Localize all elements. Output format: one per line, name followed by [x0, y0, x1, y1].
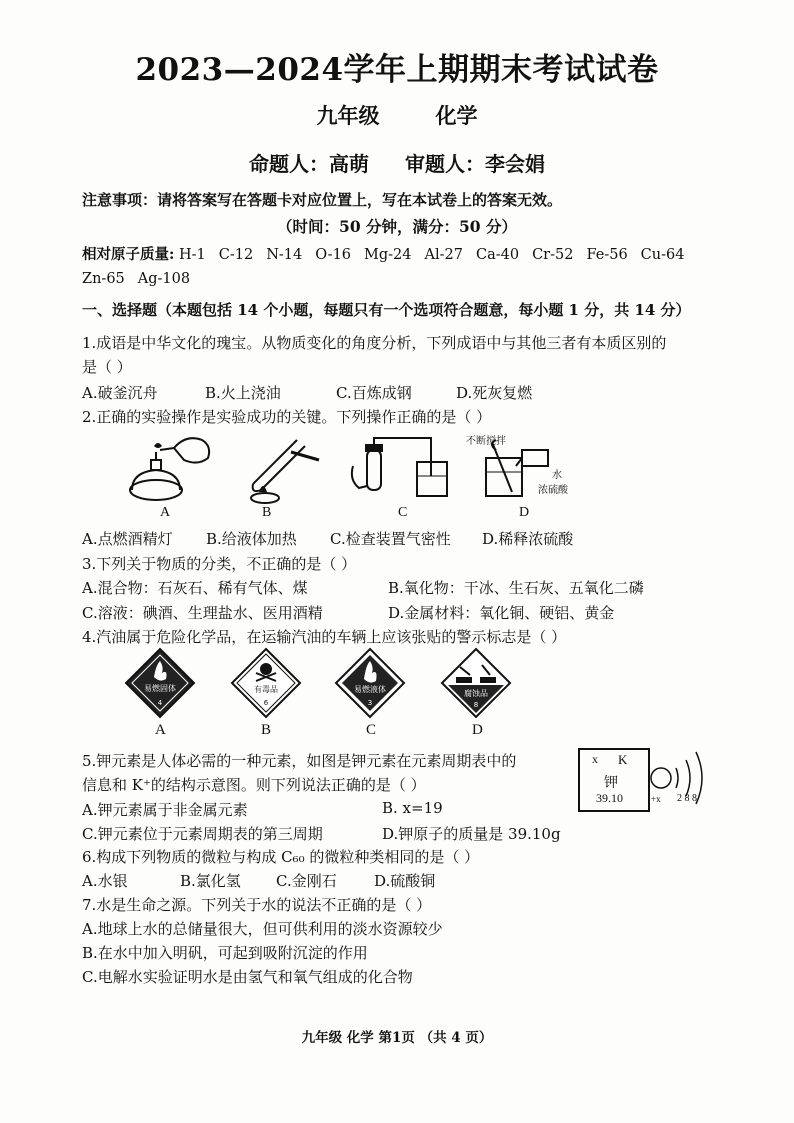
- q1-option-c[interactable]: C.百炼成钢: [336, 384, 412, 402]
- exam-subtitle: [0, 100, 794, 130]
- q2-figure-a: [126, 432, 216, 504]
- atomic-mass: H-1: [178, 247, 206, 263]
- q2-water-label: 水: [552, 470, 562, 481]
- atomic-mass: Ca-40: [475, 247, 520, 263]
- q3-option-d[interactable]: D.金属材料：氧化铜、硬铝、黄金: [388, 604, 615, 622]
- q6-option-a[interactable]: A.水银: [82, 872, 128, 890]
- q5-stem-line1: 5.钾元素是人体必需的一种元素，如图是钾元素在元素周期表中的: [82, 752, 517, 770]
- q4-sign-a: [124, 647, 196, 719]
- q3-option-a[interactable]: A.混合物：石灰石、稀有气体、煤: [82, 579, 308, 597]
- q4-sign-label-a: A: [155, 722, 166, 738]
- atomic-mass: N-14: [266, 247, 303, 263]
- ion-nucleus-charge: +x: [651, 794, 661, 804]
- q4-sign-label-b: B: [261, 722, 272, 738]
- q5-option-c[interactable]: C.钾元素位于元素周期表的第三周期: [82, 825, 323, 843]
- q5-option-d[interactable]: D.钾原子的质量是 39.10g: [382, 825, 561, 843]
- q5-option-a[interactable]: A.钾元素属于非金属元素: [82, 801, 248, 819]
- q7-option-a[interactable]: A.地球上水的总储量很大，但可供利用的淡水资源较少: [82, 920, 443, 938]
- q4-sign-a-text: 易燃固体: [144, 684, 176, 693]
- q2-figure-c: [345, 436, 455, 502]
- q4-sign-c: [334, 647, 406, 719]
- q4-sign-d: [440, 647, 512, 719]
- instruction-note: 注意事项：请将答案写在答题卡对应位置上，写在本试卷上的答案无效。: [82, 191, 563, 209]
- atomic-mass: Cr-52: [532, 247, 574, 263]
- atomic-mass: Fe-56: [586, 247, 628, 263]
- q7-option-c[interactable]: C.电解水实验证明水是由氢气和氧气组成的化合物: [82, 968, 413, 986]
- q4-sign-a-num: 4: [157, 699, 163, 707]
- q6-option-b[interactable]: B.氯化氢: [180, 872, 241, 890]
- q1-stem-line1: 1.成语是中华文化的瑰宝。从物质变化的角度分析，下列成语中与其他三者有本质区别的: [82, 334, 667, 352]
- time-limit: （时间：50 分钟，满分：50 分）: [277, 217, 517, 236]
- q2-option-c[interactable]: C.检查装置气密性: [330, 530, 451, 548]
- q1-stem-line2: 是（ ）: [82, 358, 132, 376]
- q2-stem: 2.正确的实验操作是实验成功的关键。下列操作正确的是（ ）: [82, 408, 492, 426]
- q6-stem: 6.构成下列物质的微粒与构成 C₆₀ 的微粒种类相同的是（ ）: [82, 848, 480, 866]
- q2-figure-label-a: A: [160, 505, 171, 520]
- q7-option-b[interactable]: B.在水中加入明矾，可起到吸附沉淀的作用: [82, 944, 368, 962]
- atomic-mass: C-12: [218, 247, 254, 263]
- element-symbol: K: [618, 752, 628, 767]
- q2-option-b[interactable]: B.给液体加热: [206, 530, 297, 548]
- q2-acid-label: 浓硫酸: [538, 485, 568, 496]
- q1-option-a[interactable]: A.破釜沉舟: [82, 384, 158, 402]
- q4-sign-b-num: 6: [263, 699, 269, 707]
- exam-title: 2023—2024学年上期期末考试试卷: [135, 52, 659, 88]
- q5-option-b[interactable]: B. x=19: [382, 799, 443, 817]
- element-mass: 39.10: [596, 791, 623, 805]
- q4-stem: 4.汽油属于危险化学品，在运输汽油的车辆上应该张贴的警示标志是（ ）: [82, 628, 567, 646]
- section-heading: 一、选择题（本题包括 14 个小题，每题只有一个选项符合题意，每小题 1 分，共 14 分）: [82, 301, 691, 319]
- atomic-masses-label: 相对原子质量:: [82, 246, 175, 263]
- atomic-mass: Cu-64: [640, 247, 685, 263]
- atomic-mass: Ag-108: [137, 271, 191, 287]
- atomic-masses-row2: [82, 271, 190, 287]
- q2-figure-label-b: B: [262, 505, 272, 520]
- q2-option-a[interactable]: A.点燃酒精灯: [82, 530, 173, 548]
- element-atomic-number: x: [592, 752, 598, 766]
- exam-authors: [0, 148, 794, 177]
- q4-sign-b-text: 有毒品: [254, 685, 278, 694]
- q4-sign-d-num: 8: [473, 701, 479, 709]
- q2-stir-label: 不断搅拌: [466, 436, 506, 447]
- ion-shell-electrons: 2 8 8: [677, 793, 697, 804]
- author-label: 命题人：高萌: [249, 152, 369, 176]
- atomic-mass: O-16: [315, 247, 352, 263]
- grade-label: 九年级: [316, 103, 380, 128]
- atomic-masses-row1: [82, 243, 684, 264]
- q4-sign-c-num: 3: [367, 699, 373, 707]
- q1-option-d[interactable]: D.死灰复燃: [456, 384, 533, 402]
- q5-stem-line2: 信息和 K⁺的结构示意图。则下列说法正确的是（ ）: [82, 776, 426, 794]
- page-footer: 九年级 化学 第1页 （共 4 页）: [301, 1030, 493, 1046]
- q2-figure-label-c: C: [398, 505, 408, 520]
- q4-sign-label-c: C: [366, 722, 377, 738]
- element-cell: [578, 748, 650, 812]
- atomic-mass: Al-27: [424, 247, 463, 263]
- q4-sign-label-d: D: [472, 722, 483, 738]
- q4-sign-b: [230, 647, 302, 719]
- q3-stem: 3.下列关于物质的分类，不正确的是（ ）: [82, 555, 357, 573]
- element-name: 钾: [604, 776, 618, 791]
- ion-structure-diagram: [648, 738, 712, 818]
- q7-stem: 7.水是生命之源。下列关于水的说法不正确的是（ ）: [82, 896, 432, 914]
- q3-option-c[interactable]: C.溶液：碘酒、生理盐水、医用酒精: [82, 604, 323, 622]
- q4-sign-c-text: 易燃液体: [354, 685, 386, 694]
- q6-option-c[interactable]: C.金刚石: [276, 872, 337, 890]
- q2-option-d[interactable]: D.稀释浓硫酸: [482, 530, 574, 548]
- reviewer-label: 审题人：李会娟: [405, 152, 545, 176]
- atomic-mass: Mg-24: [364, 247, 412, 263]
- q2-figure-b: [235, 432, 325, 504]
- q3-option-b[interactable]: B.氧化物：干冰、生石灰、五氧化二磷: [388, 579, 644, 597]
- q1-option-b[interactable]: B.火上浇油: [205, 384, 281, 402]
- q2-figure-label-d: D: [519, 505, 530, 520]
- subject-label: 化学: [435, 103, 478, 128]
- q4-sign-d-text: 腐蚀品: [464, 689, 488, 698]
- atomic-mass: Zn-65: [82, 271, 125, 287]
- q6-option-d[interactable]: D.硫酸铜: [374, 872, 436, 890]
